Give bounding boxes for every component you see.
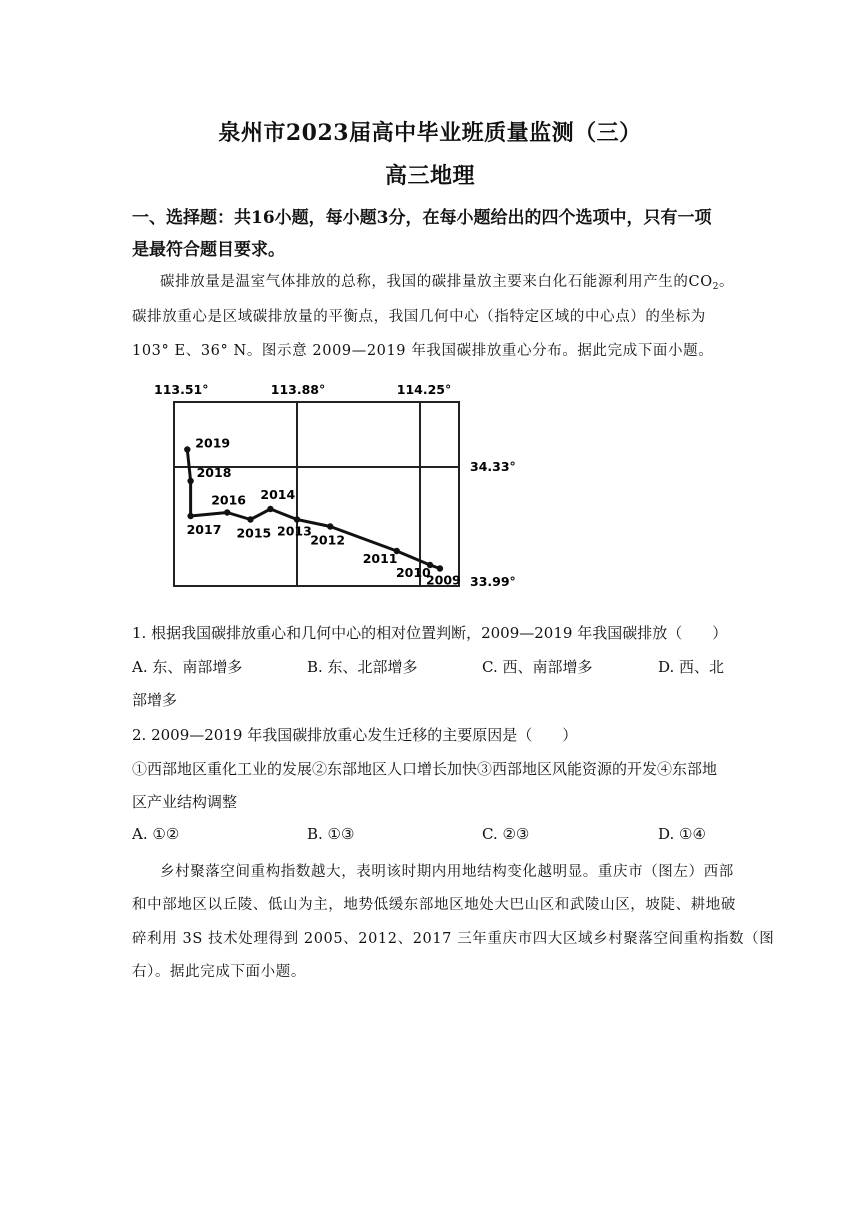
- lon-tick-label: 114.25°: [396, 382, 452, 397]
- center-point-2009: [437, 565, 443, 571]
- q1-option-a[interactable]: A. 东、南部增多: [132, 658, 243, 676]
- q2-items-line1: ①西部地区重化工业的发展②东部地区人口增长加快③西部地区风能资源的开发④东部地: [132, 760, 718, 778]
- lon-tick-label: 113.88°: [270, 382, 326, 397]
- year-label-2011: 2011: [362, 551, 398, 566]
- q2-option-a[interactable]: A. ①②: [132, 825, 180, 843]
- q1-option-b[interactable]: B. 东、北部增多: [307, 658, 418, 676]
- q1-stem: 1. 根据我国碳排放重心和几何中心的相对位置判断，2009—2019 年我国碳排放（ ）: [132, 624, 728, 642]
- center-point-2016: [224, 509, 230, 515]
- section-heading-line1: 一、选择题：共16小题，每小题3分，在每小题给出的四个选项中，只有一项: [132, 208, 712, 228]
- year-label-2015: 2015: [236, 525, 272, 541]
- center-point-2018: [187, 478, 193, 484]
- year-label-2019: 2019: [195, 435, 231, 451]
- center-point-2015: [247, 516, 253, 522]
- year-label-2009: 2009: [425, 572, 461, 588]
- q1-option-d-continued: 部增多: [132, 691, 178, 709]
- page-subtitle: 高三地理: [384, 163, 475, 189]
- page-title: 泉州市2023届高中毕业班质量监测（三）: [218, 120, 642, 146]
- center-point-2012: [327, 523, 333, 529]
- center-point-2014: [267, 506, 273, 512]
- center-point-2017: [187, 513, 193, 519]
- q1-option-c[interactable]: C. 西、南部增多: [482, 658, 593, 676]
- lat-tick-label: 33.99°: [470, 574, 516, 589]
- passage2-line4: 右）。据此完成下面小题。: [132, 964, 306, 980]
- year-label-2017: 2017: [186, 522, 222, 537]
- co2-subscript: 2: [712, 282, 720, 292]
- year-label-2013: 2013: [277, 523, 312, 539]
- q2-option-b[interactable]: B. ①③: [307, 825, 355, 843]
- passage1-line1-text: 碳排放量是温室气体排放的总称，我国的碳排量放主要来白化石能源利用产生的CO: [160, 274, 713, 290]
- q2-option-c[interactable]: C. ②③: [482, 825, 530, 843]
- lon-tick-label: 113.51°: [154, 382, 209, 397]
- lat-tick-label: 34.33°: [470, 459, 516, 474]
- center-point-2013: [294, 516, 300, 522]
- year-label-2010: 2010: [395, 565, 431, 580]
- center-point-2019: [184, 446, 190, 452]
- passage1-line1: [160, 270, 734, 291]
- q1-option-d[interactable]: D. 西、北: [658, 658, 725, 676]
- q2-option-d[interactable]: D. ①④: [658, 825, 706, 843]
- emission-center-figure: [150, 378, 516, 589]
- passage2-line3: 碎利用 3S 技术处理得到 2005、2012、2017 三年重庆市四大区域乡村聚落空间重构指数（图: [132, 931, 775, 947]
- passage2-line1: 乡村聚落空间重构指数越大，表明该时期内用地结构变化越明显。重庆市（图左）西部: [160, 864, 734, 880]
- year-label-2016: 2016: [211, 492, 246, 508]
- year-label-2012: 2012: [310, 532, 346, 548]
- year-label-2018: 2018: [196, 465, 232, 480]
- passage1-line2: 碳排放重心是区域碳排放量的平衡点，我国几何中心（指特定区域的中心点）的坐标为: [132, 309, 706, 325]
- q2-items-line2: 区产业结构调整: [132, 793, 238, 811]
- passage2-line2: 和中部地区以丘陵、低山为主，地势低缓东部地区地处大巴山区和武陵山区，坡陡、耕地破: [132, 897, 736, 913]
- q2-stem: 2. 2009—2019 年我国碳排放重心发生迁移的主要原因是（ ）: [132, 726, 578, 744]
- passage1-line3: 103° E、36° N。图示意 2009—2019 年我国碳排放重心分布。据此完成下面小题。: [132, 343, 714, 359]
- year-label-2014: 2014: [260, 487, 296, 502]
- section-heading-line2: 是最符合题目要求。: [132, 240, 285, 260]
- passage1-line1-end: 。: [719, 274, 735, 290]
